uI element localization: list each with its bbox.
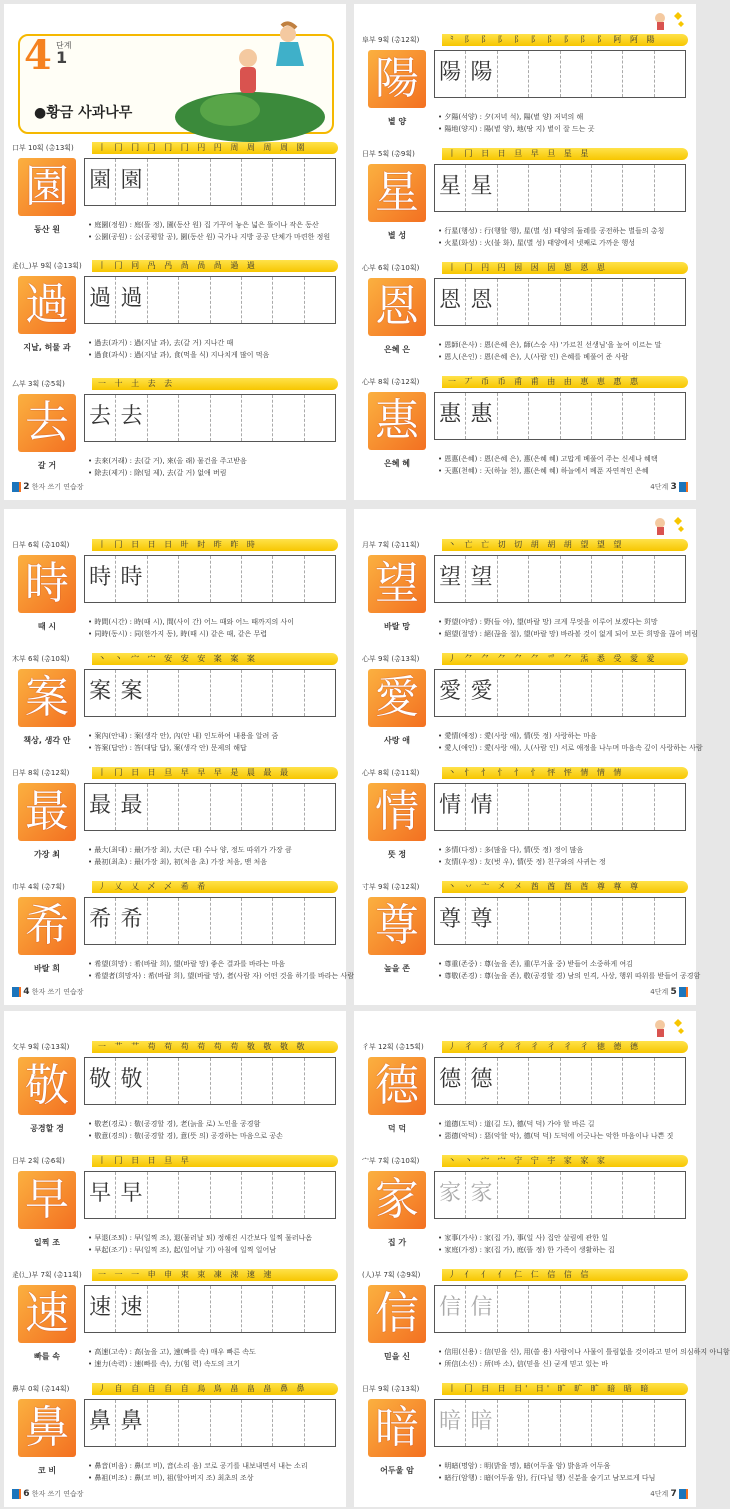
writing-grid[interactable]	[434, 669, 686, 717]
example-word: • 鼻祖(비조) : 鼻(코 비), 祖(할아버지 조) 최초의 조상	[88, 1474, 254, 1482]
stroke-order-strip	[362, 34, 688, 46]
footer-label: 한자 쓰기 연습장	[31, 1490, 84, 1498]
footer-marker-icon	[679, 1489, 688, 1499]
trace-character: 恩	[439, 288, 462, 313]
footer-marker-icon	[679, 987, 688, 997]
example-word: • 庭園(정원) : 庭(뜰 정), 園(동산 원) 집 가꾸어 놓은 넓은 뜰이나 작은 동산	[88, 221, 319, 229]
stroke-order-strip	[362, 1383, 688, 1395]
radical-info: 日부 2획 (총6획)	[12, 1157, 65, 1165]
hanja-entry	[354, 1269, 730, 1381]
stroke-order: 丿 彳 彳 彳 彳 彳 彳 彳 彳 徳 德 德	[448, 1042, 641, 1051]
hanja-entry	[4, 1383, 346, 1495]
page-number: 2	[23, 482, 30, 492]
radical-info: 辵(辶)부 9획 (총13획)	[12, 262, 82, 270]
stroke-order: 丶 亡 亡 切 切 胡 胡 胡 望 望 望	[448, 540, 625, 549]
radical-info: 阜부 9획 (총12획)	[362, 36, 420, 44]
model-character: 望	[368, 555, 426, 613]
stroke-order: 丨 冂 冋 冎 冎 咼 咼 咼 過 過	[98, 261, 258, 270]
radical-info: 寸부 9획 (총12획)	[362, 883, 420, 891]
trace-character: 星	[439, 174, 462, 199]
trace-character: 家	[439, 1181, 462, 1206]
model-character: 希	[18, 897, 76, 955]
writing-grid[interactable]	[84, 1399, 336, 1447]
footer-label: 한자 쓰기 연습장	[31, 988, 84, 996]
radical-info: 鼻부 0획 (총14획)	[12, 1385, 70, 1393]
trace-character: 早	[120, 1181, 143, 1206]
stroke-order: 一 艹 艹 苟 苟 苟 苟 苟 苟 敬 敬 敬 敬	[98, 1042, 308, 1051]
model-character: 速	[18, 1285, 76, 1343]
footer-marker-icon	[12, 1489, 21, 1499]
trace-character: 情	[470, 793, 493, 818]
character-meaning: 믿을 신	[384, 1352, 410, 1361]
example-word: • 家事(가사) : 家(집 가), 事(일 사) 집안 살림에 관한 일	[438, 1234, 609, 1242]
stage-badge-label: 단계	[56, 41, 72, 50]
stroke-order-strip	[362, 539, 688, 551]
trace-character: 德	[439, 1067, 462, 1092]
model-character: 最	[18, 783, 76, 841]
stroke-order-strip	[362, 767, 688, 779]
character-meaning: 볕 양	[387, 117, 407, 126]
page-footer	[12, 482, 84, 492]
writing-grid[interactable]	[84, 669, 336, 717]
example-word: • 信用(신용) : 信(믿을 신), 用(쓸 용) 사람이나 사물이 틀림없을 것이라고 믿어 의심하지 아니함	[438, 1348, 730, 1356]
writing-grid[interactable]	[84, 1057, 336, 1105]
character-meaning: 덕 덕	[387, 1124, 407, 1133]
hanja-entry	[4, 378, 346, 490]
page-7	[354, 1011, 730, 1507]
writing-grid[interactable]	[434, 50, 686, 98]
example-word: • 時間(시간) : 時(때 시), 間(사이 간) 어느 때와 어느 때까지의 사이	[88, 618, 295, 626]
page-footer	[12, 1489, 84, 1499]
trace-character: 去	[89, 404, 112, 429]
trace-character: 望	[470, 565, 493, 590]
example-word: • 火星(화성) : 火(불 화), 星(별 성) 태양에서 넷째로 가까운 행성	[438, 239, 636, 247]
example-word: • 天惠(천혜) : 天(하늘 천), 惠(은혜 혜) 하늘에서 베푼 자연적인 은혜	[438, 467, 649, 475]
example-word: • 過食(과식) : 過(지날 과), 食(먹을 식) 지나치게 많이 먹음	[88, 351, 270, 359]
trace-character: 敬	[89, 1067, 112, 1092]
trace-character: 速	[120, 1295, 143, 1320]
stroke-order: ⺀ ⻖ ⻖ ⻖ 阝 阝 阝 阝 阝 阝 阿 阿 陽	[448, 35, 658, 44]
stroke-order: 丨 冂 円 円 因 因 因 恩 恩 恩	[448, 263, 608, 272]
trace-character: 暗	[470, 1409, 493, 1434]
page-number: 7	[670, 1489, 677, 1499]
radical-info: 宀부 7획 (총10획)	[362, 1157, 420, 1165]
stroke-order-strip	[12, 260, 338, 272]
character-meaning: 뜻 정	[387, 850, 407, 859]
character-meaning: 코 비	[37, 1466, 57, 1475]
footer-label: 4단계	[650, 988, 669, 996]
model-character: 暗	[368, 1399, 426, 1457]
character-meaning: 사랑 애	[384, 736, 410, 745]
radical-info: 厶부 3획 (총5획)	[12, 380, 65, 388]
footer-label: 한자 쓰기 연습장	[31, 483, 84, 491]
footer-marker-icon	[12, 482, 21, 492]
example-word: • 同時(동시) : 同(한가지 동), 時(때 시) 같은 때, 같은 무렵	[88, 630, 268, 638]
stage-badge-sub: 1	[56, 48, 68, 67]
stroke-order: 丨 冂 日 日 日' 日' 旷 旷 旷 暗 暗 暗	[448, 1384, 652, 1393]
writing-grid[interactable]	[84, 1285, 336, 1333]
model-character: 園	[18, 158, 76, 216]
stroke-order: 丶 丷 亠 㐅 㐅 酋 酋 酋 酋 尊 尊 尊	[448, 882, 641, 891]
model-character: 敬	[18, 1057, 76, 1115]
radical-info: 彳부 12획 (총15획)	[362, 1043, 424, 1051]
trace-character: 尊	[439, 907, 462, 932]
model-character: 星	[368, 164, 426, 222]
model-character: 早	[18, 1171, 76, 1229]
example-word: • 絕望(절망) : 絕(끊을 절), 望(바랄 망) 바라볼 것이 없게 되어 모든 희망을 끊어 버림	[438, 630, 699, 638]
stroke-order-strip	[12, 378, 338, 390]
model-character: 尊	[368, 897, 426, 955]
example-word: • 所信(소신) : 所(바 소), 信(믿을 신) 굳게 믿고 있는 바	[438, 1360, 609, 1368]
trace-character: 希	[120, 907, 143, 932]
writing-grid[interactable]	[434, 1057, 686, 1105]
writing-grid[interactable]	[434, 164, 686, 212]
radical-info: 日부 6획 (총10획)	[12, 541, 70, 549]
stroke-order-strip	[12, 767, 338, 779]
example-word: • 多情(다정) : 多(많을 다), 情(뜻 정) 정이 많음	[438, 846, 584, 854]
model-character: 時	[18, 555, 76, 613]
radical-info: 攵부 9획 (총13획)	[12, 1043, 70, 1051]
stroke-order-strip	[362, 148, 688, 160]
trace-character: 希	[89, 907, 112, 932]
trace-character: 鼻	[120, 1409, 143, 1434]
example-word: • 恩師(은사) : 恩(은혜 은), 師(스승 사) '가르친 선생님'을 높여 이르는 말	[438, 341, 662, 349]
stroke-order: 一 丆 币 币 甫 甫 由 由 恵 恵 惠 惠	[448, 377, 641, 386]
trace-character: 暗	[439, 1409, 462, 1434]
hanja-entry	[354, 539, 699, 651]
example-word: • 夕陽(석양) : 夕(저녁 석), 陽(볕 양) 저녁의 해	[438, 113, 584, 121]
model-character: 情	[368, 783, 426, 841]
example-word: • 答案(답안) : 答(대답 답), 案(생각 안) 문제의 해답	[88, 744, 247, 752]
example-word: • 鼻音(비음) : 鼻(코 비), 音(소리 음) 코로 공기를 내보내면서 내는 소리	[88, 1462, 308, 1470]
hanja-entry	[354, 881, 701, 993]
trace-character: 園	[89, 168, 112, 193]
radical-info: 口부 10획 (총13획)	[12, 144, 74, 152]
writing-grid[interactable]	[84, 555, 336, 603]
radical-info: 心부 8획 (총11획)	[362, 769, 420, 777]
model-character: 家	[368, 1171, 426, 1229]
stroke-order-strip	[362, 262, 688, 274]
trace-character: 愛	[439, 679, 462, 704]
radical-info: 月부 7획 (총11획)	[362, 541, 420, 549]
hanja-entry	[4, 260, 346, 372]
character-meaning: 어두울 암	[380, 1466, 414, 1475]
hanja-entry	[354, 1383, 696, 1495]
character-meaning: 갈 거	[37, 461, 57, 470]
example-word: • 敬意(경의) : 敬(공경할 경), 意(뜻 의) 공경하는 마음으로 공손	[88, 1132, 283, 1140]
character-meaning: 책상, 생각 안	[23, 736, 71, 745]
stroke-order: 丿 乂 乂 乄 乄 希 希	[98, 882, 209, 891]
writing-grid[interactable]	[84, 158, 336, 206]
page-5	[354, 509, 703, 1005]
trace-character: 速	[89, 1295, 112, 1320]
character-meaning: 때 시	[37, 622, 57, 631]
trace-character: 園	[120, 168, 143, 193]
character-meaning: 집 가	[387, 1238, 407, 1247]
trace-character: 家	[470, 1181, 493, 1206]
writing-grid[interactable]	[434, 783, 686, 831]
hanja-entry	[354, 262, 696, 374]
example-word: • 最初(최초) : 最(가장 최), 初(처음 초) 가장 처음, 맨 처음	[88, 858, 268, 866]
example-word: • 希望者(희망자) : 希(바랄 희), 望(바랄 망), 者(사람 자) 어떤 것을 하기를 바라는 사람	[88, 972, 354, 980]
model-character: 去	[18, 394, 76, 452]
example-word: • 案內(안내) : 案(생각 안), 內(안 내) 인도하여 내용을 알려 줌	[88, 732, 279, 740]
stroke-order-strip	[362, 653, 688, 665]
page-3-content	[354, 4, 696, 500]
page-footer	[650, 482, 688, 492]
stroke-order-strip	[362, 1269, 688, 1281]
example-word: • 陽地(양지) : 陽(볕 양), 地(땅 지) 볕이 잘 드는 곳	[438, 125, 595, 133]
hanja-entry	[4, 881, 354, 993]
example-word: • 野望(야망) : 野(들 야), 望(바랄 망) 크게 무엇을 이루어 보겠다는 희망	[438, 618, 658, 626]
radical-info: 心부 6획 (총10획)	[362, 264, 420, 272]
stroke-order-strip	[362, 881, 688, 893]
story-cover	[18, 34, 334, 134]
character-meaning: 동산 원	[34, 225, 60, 234]
hanja-entry	[4, 1155, 346, 1267]
stroke-order: 丿 ⺈ ⺈ ⺈ ⺈ ⺈ 爫 ⺈ 炁 悉 受 愛 愛	[448, 654, 658, 663]
page-footer	[650, 1489, 688, 1499]
example-word: • 愛人(애인) : 愛(사랑 애), 人(사람 인) 서로 애정을 나누며 마음속 깊이 사랑하는 사람	[438, 744, 703, 752]
stroke-order: 丿 自 自 自 自 自 鳥 鳥 畠 畠 畠 鼻 鼻	[98, 1384, 308, 1393]
trace-character: 望	[439, 565, 462, 590]
stroke-order: 一 十 土 去 去	[98, 379, 176, 388]
example-word: • 友情(우정) : 友(벗 우), 情(뜻 정) 친구와의 사귀는 정	[438, 858, 606, 866]
example-word: • 最大(최대) : 最(가장 최), 大(큰 대) 수나 양, 정도 따위가 가장 큼	[88, 846, 292, 854]
trace-character: 信	[470, 1295, 493, 1320]
stroke-order: 丨 冂 冂 冂 冂 冂 円 円 周 周 周 周 園	[98, 143, 308, 152]
example-word: • 公園(공원) : 公(공평할 공), 園(동산 원) 국가나 지방 공공 단체가 마련한 정원	[88, 233, 331, 241]
stroke-order-strip	[362, 376, 688, 388]
model-character: 過	[18, 276, 76, 334]
writing-grid[interactable]	[434, 555, 686, 603]
example-word: • 尊重(존중) : 尊(높을 존), 重(무거울 중) 받들어 소중하게 여김	[438, 960, 633, 968]
trace-character: 陽	[470, 60, 493, 85]
trace-character: 案	[89, 679, 112, 704]
page-footer	[12, 987, 84, 997]
writing-grid[interactable]	[84, 1171, 336, 1219]
example-word: • 行星(행성) : 行(행할 행), 星(별 성) 태양의 둘레를 공전하는 별들의 총칭	[438, 227, 665, 235]
radical-info: 辵(辶)부 7획 (총11획)	[12, 1271, 82, 1279]
model-character: 鼻	[18, 1399, 76, 1457]
stroke-order: 丨 冂 日 日 旦 早	[98, 1156, 192, 1165]
trace-character: 情	[439, 793, 462, 818]
trace-character: 時	[89, 565, 112, 590]
stroke-order: 丶 忄 忄 忄 忄 忄 怦 怦 情 情 情	[448, 768, 625, 777]
writing-grid[interactable]	[84, 394, 336, 442]
radical-info: (人)부 7획 (총9획)	[362, 1271, 421, 1279]
writing-grid[interactable]	[434, 1171, 686, 1219]
story-title: ●황금 사과나무	[34, 105, 133, 121]
example-word: • 明暗(명암) : 明(밝을 명), 暗(어두울 암) 밝음과 어두움	[438, 1462, 611, 1470]
footer-marker-icon	[12, 987, 21, 997]
example-word: • 早起(조기) : 早(일찍 조), 起(일어날 기) 아침에 일찍 일어남	[88, 1246, 277, 1254]
character-meaning: 빠를 속	[34, 1352, 60, 1361]
character-meaning: 일찍 조	[34, 1238, 60, 1247]
stroke-order: 丶 丶 宀 宀 安 安 安 案 案 案	[98, 654, 258, 663]
trace-character: 去	[120, 404, 143, 429]
character-meaning: 별 성	[387, 231, 407, 240]
stroke-order-strip	[12, 881, 338, 893]
radical-info: 心부 8획 (총12획)	[362, 378, 420, 386]
page-number: 4	[23, 987, 30, 997]
hanja-entry	[354, 376, 696, 488]
trace-character: 案	[120, 679, 143, 704]
example-word: • 恩惠(은혜) : 恩(은혜 은), 惠(은혜 혜) 고맙게 베풀어 주는 신세나 혜택	[438, 455, 658, 463]
model-character: 愛	[368, 669, 426, 727]
stroke-order-strip	[12, 1155, 338, 1167]
hanja-entry	[4, 767, 346, 879]
example-word: • 尊敬(존경) : 尊(높을 존), 敬(공경할 경) 남의 인격, 사상, 행위 따위를 받들어 공경함	[438, 972, 701, 980]
page-4	[4, 509, 354, 1005]
stroke-order: 丨 冂 日 日 旦 早 早 早 是 晨 最 最	[98, 768, 291, 777]
example-word: • 希望(희망) : 希(바랄 희), 望(바랄 망) 좋은 결과를 바라는 마음	[88, 960, 286, 968]
model-character: 德	[368, 1057, 426, 1115]
character-meaning: 은혜 은	[384, 345, 410, 354]
trace-character: 過	[89, 286, 112, 311]
model-character: 陽	[368, 50, 426, 108]
writing-grid[interactable]	[84, 897, 336, 945]
page-number: 6	[23, 1489, 30, 1499]
hanja-entry	[4, 539, 346, 651]
trace-character: 過	[120, 286, 143, 311]
example-word: • 去來(거래) : 去(갈 거), 來(올 래) 물건을 주고받음	[88, 457, 247, 465]
radical-info: 巾부 4획 (총7획)	[12, 883, 65, 891]
stroke-order-strip	[362, 1155, 688, 1167]
example-word: • 惡德(악덕) : 惡(악할 악), 德(덕 덕) 도덕에 어긋나는 악한 마음이나 나쁜 짓	[438, 1132, 674, 1140]
hanja-entry	[4, 142, 346, 254]
stroke-order-strip	[12, 1383, 338, 1395]
radical-info: 日부 5획 (총9획)	[362, 150, 415, 158]
page-2	[4, 4, 346, 500]
writing-grid[interactable]	[434, 392, 686, 440]
character-meaning: 가장 최	[34, 850, 60, 859]
hanja-entry	[354, 767, 696, 879]
writing-grid[interactable]	[84, 783, 336, 831]
example-word: • 道德(도덕) : 道(길 도), 德(덕 덕) 가야 할 바른 길	[438, 1120, 595, 1128]
stroke-order-strip	[12, 1269, 338, 1281]
example-word: • 家庭(가정) : 家(집 가), 庭(뜰 정) 한 가족이 생활하는 집	[438, 1246, 615, 1254]
trace-character: 時	[120, 565, 143, 590]
page-6	[4, 1011, 346, 1507]
trace-character: 最	[120, 793, 143, 818]
trace-character: 德	[470, 1067, 493, 1092]
stroke-order-strip	[12, 539, 338, 551]
character-meaning: 높을 존	[384, 964, 410, 973]
writing-grid[interactable]	[84, 276, 336, 324]
stroke-order: 丶 丶 宀 宀 宁 宁 宇 家 家 家	[448, 1156, 608, 1165]
radical-info: 心부 9획 (총13획)	[362, 655, 420, 663]
character-meaning: 바랄 희	[34, 964, 60, 973]
stroke-order: 一 一 一 申 申 束 束 凍 涑 速 速	[98, 1270, 275, 1279]
trace-character: 敬	[120, 1067, 143, 1092]
footer-label: 4단계	[650, 1490, 669, 1498]
example-word: • 速力(속력) : 速(빠를 속), 力(힘 력) 속도의 크기	[88, 1360, 241, 1368]
hanja-entry	[4, 1269, 346, 1381]
model-character: 案	[18, 669, 76, 727]
hanja-entry	[354, 148, 696, 260]
corner-illustration-icon	[648, 1015, 688, 1039]
trace-character: 惠	[470, 402, 493, 427]
example-word: • 過去(과거) : 過(지날 과), 去(갈 거) 지나간 때	[88, 339, 234, 347]
cover-illustration	[170, 22, 320, 130]
hanja-entry	[354, 1155, 696, 1267]
hanja-entry	[354, 653, 703, 765]
model-character: 惠	[368, 392, 426, 450]
trace-character: 愛	[470, 679, 493, 704]
trace-character: 鼻	[89, 1409, 112, 1434]
trace-character: 最	[89, 793, 112, 818]
hanja-entry	[354, 1041, 696, 1153]
stroke-order-strip	[12, 653, 338, 665]
character-meaning: 은혜 혜	[384, 459, 410, 468]
trace-character: 星	[470, 174, 493, 199]
radical-info: 木부 6획 (총10획)	[12, 655, 70, 663]
hanja-entry	[4, 653, 346, 765]
stroke-order: 丨 冂 日 日 日 旪 时 昨 昨 時	[98, 540, 258, 549]
stroke-order-strip	[12, 1041, 338, 1053]
writing-grid[interactable]	[434, 1285, 686, 1333]
page-number: 5	[670, 987, 677, 997]
trace-character: 信	[439, 1295, 462, 1320]
hanja-entry	[354, 34, 696, 146]
example-word: • 除去(제거) : 除(덜 제), 去(갈 거) 없애 버림	[88, 469, 227, 477]
writing-grid[interactable]	[434, 1399, 686, 1447]
page-number: 3	[670, 482, 677, 492]
character-meaning: 바랄 망	[384, 622, 410, 631]
example-word: • 恩人(은인) : 恩(은혜 은), 人(사람 인) 은혜를 베풀어 준 사람	[438, 353, 629, 361]
stage-badge-number: 4	[24, 32, 52, 79]
model-character: 恩	[368, 278, 426, 336]
writing-grid[interactable]	[434, 897, 686, 945]
trace-character: 惠	[439, 402, 462, 427]
character-meaning: 공경할 경	[30, 1124, 64, 1133]
hanja-entry	[4, 1041, 346, 1153]
model-character: 信	[368, 1285, 426, 1343]
example-word: • 愛情(애정) : 愛(사랑 애), 情(뜻 정) 사랑하는 마음	[438, 732, 597, 740]
footer-label: 4단계	[650, 483, 669, 491]
example-word: • 敬老(경로) : 敬(공경할 경), 老(늙을 로) 노인을 공경함	[88, 1120, 261, 1128]
trace-character: 恩	[470, 288, 493, 313]
footer-marker-icon	[679, 482, 688, 492]
stroke-order: 丿 亻 亻 亻 仁 仁 信 信 信	[448, 1270, 592, 1279]
corner-illustration-icon	[648, 513, 688, 537]
example-word: • 早退(조퇴) : 早(일찍 조), 退(물러날 퇴) 정해진 시간보다 일찍 물러나옴	[88, 1234, 313, 1242]
stroke-order: 丨 冂 日 日 旦 早 旦 星 星	[448, 149, 592, 158]
example-word: • 高速(고속) : 高(높을 고), 速(빠를 속) 매우 빠른 속도	[88, 1348, 256, 1356]
stroke-order-strip	[12, 142, 338, 154]
example-word: • 暗行(암행) : 暗(어두울 암), 行(다닐 행) 신분을 숨기고 남모르게 다님	[438, 1474, 656, 1482]
stroke-order-strip	[362, 1041, 688, 1053]
radical-info: 日부 9획 (총13획)	[362, 1385, 420, 1393]
radical-info: 日부 8획 (총12획)	[12, 769, 70, 777]
character-meaning: 지날, 허물 과	[23, 343, 71, 352]
writing-grid[interactable]	[434, 278, 686, 326]
trace-character: 尊	[470, 907, 493, 932]
trace-character: 陽	[439, 60, 462, 85]
page-footer	[650, 987, 688, 997]
trace-character: 早	[89, 1181, 112, 1206]
